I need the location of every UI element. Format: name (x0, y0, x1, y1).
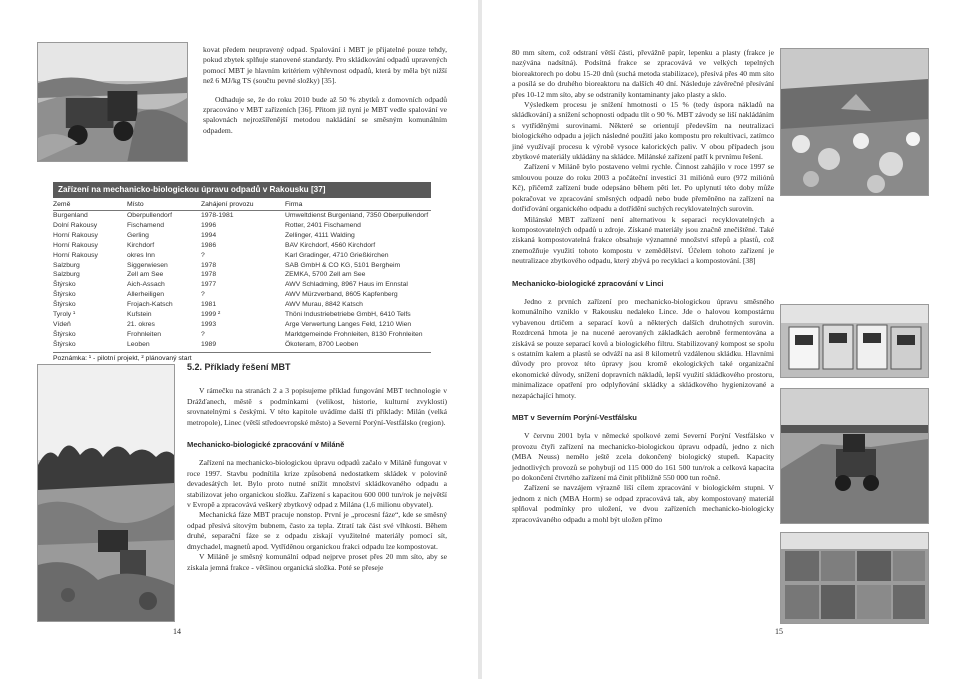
nrw-paragraph-2: Zařízení se navzájem výrazně liší cílem zpracování v biologickém stupni. V jednom z nich (MBA Horm) se odpad zpracovává tak, aby kompostovaný materiál splňoval podmínky pro uložení, ve dvou zařízeních mechanicko-biologicky zpracovávaného odpadu a mohl být uložen přímo (512, 483, 774, 524)
photo-sorting-bins (780, 304, 929, 378)
table-box-title: Zařízení na mechanicko-biologickou úpravu odpadů v Rakousku [37] (53, 182, 431, 198)
table-cell: Oberpullendorf (127, 212, 172, 219)
table-cell: 1996 (201, 221, 217, 229)
table-note: Poznámka: ¹ - pilotní projekt, ² plánovaný start (53, 352, 431, 362)
table-cell: Burgenland (53, 212, 88, 219)
right-paragraph-4: Milánské MBT zařízení není alternativou k separaci recyklovatelných a kompostovatelných odpadů u zdroje. Získané materiály jsou značně znečištěné. Také získaná kompostovatelná frakce obsahuje významné množství střepů a plastů, což znemožňuje využití tohoto kompostu v zemědělství. Účelem tohoto zařízení je neutralizace zbytkového odpadu, který zbývá po recyklaci a kompostování. [38] (512, 214, 774, 266)
table-cell: Allerheiligen (127, 291, 165, 299)
table-cell: Štýrsko (53, 281, 76, 289)
table-cell: ? (201, 291, 205, 299)
table-cell: Siggerwiesen (127, 261, 168, 269)
page-number-right: 15 (775, 627, 783, 636)
table-row (53, 290, 431, 300)
table-cell: Vídeň (53, 320, 71, 328)
table-cell: 1986 (201, 241, 217, 249)
table-cell: AWV Schladming, 8967 Haus im Ennstal (285, 281, 408, 289)
table-cell: Kirchdorf (127, 241, 155, 249)
table-cell: Štýrsko (53, 340, 76, 348)
right-paragraph-1: 80 mm sítem, což odstraní větší části, převážně papír, lepenku a plasty (frakce je nazývána nadsítná). Podsítná frakce se zpracovává ve velkých tepelných bioreaktorech po dobu 15-20 dnů (suchá metoda stabilizace), přesívá přes 40 mm síto a posílá se do druhého bioreaktoru na dalších 40 dní. Následuje závěrečné přesívání přes 10-12 mm síto, aby se odstranily kontaminanty jako plasty a sklo. (512, 48, 774, 99)
table-cell: 1978-1981 (201, 212, 234, 219)
table-cell: Aich-Assach (127, 281, 165, 289)
left-intro-text (203, 45, 447, 136)
column-header: Místo (125, 198, 199, 211)
table-row (53, 251, 431, 261)
nrw-paragraph-1: V červnu 2001 byla v německé spolkové zemi Severní Porýní Vestfálsko v provozu čtyři zařízení na mechanicko-biologickou úpravu odpadů, jedno z nich (MBA Neuss) nemělo ještě zcela dokončený biologický stupeň. Kapacity jednotlivých provozů se pohybují od 115 000 do 161 500 tun/rok a celková kapacita po dokončení čtvrtého zařízení má činit přibližně 550 000 tun ročně. (512, 431, 774, 483)
right-top-text (512, 48, 774, 525)
table-cell: Ökoteram, 8700 Leoben (285, 340, 359, 348)
table-cell: 1994 (201, 231, 217, 239)
table-cell: Frohnleiten (127, 330, 162, 338)
page-number-left: 14 (173, 627, 181, 636)
table-body (53, 211, 431, 350)
table-cell: SAB GmbH & CO KG, 5101 Bergheim (285, 261, 401, 269)
table-cell: Umweltdienst Burgenland, 7350 Oberpullendorf (285, 212, 429, 219)
photo-compost-hall (780, 388, 929, 524)
milan-heading: Mechanicko-biologické zpracování v Miláně (187, 440, 345, 450)
table-cell: Leoben (127, 340, 150, 348)
photo-glass-sorting (780, 48, 929, 196)
left-section-text (187, 362, 447, 573)
table-row (53, 211, 431, 221)
table-cell: Arge Verwertung Langes Feld, 1210 Wien (285, 320, 412, 328)
table-row (53, 270, 431, 280)
table-cell: Horní Rakousy (53, 241, 98, 249)
table-cell: Salzburg (53, 261, 80, 269)
table-cell: 1978 (201, 271, 217, 279)
table-cell: ? (201, 251, 205, 259)
column-header: Firma (283, 198, 431, 211)
table-cell: Dolní Rakousy (53, 221, 98, 229)
table-cell: ZEMKA, 5700 Zell am See (285, 271, 366, 279)
table-row (53, 280, 431, 290)
table-cell: Zellinger, 4111 Walding (285, 231, 355, 239)
nrw-heading: MBT v Severním Porýní-Vestfálsku (512, 413, 637, 422)
right-page (482, 0, 960, 679)
table-cell: AWV Mürzverband, 8605 Kapfenberg (285, 291, 398, 299)
table-row (53, 261, 431, 271)
photo-landfill (37, 364, 175, 622)
intro-paragraph-2: Odhaduje se, že do roku 2010 bude až 50 % zbytků z domovních odpadů zpracováno v MBT zařízeních [36]. Přitom již nyní je MBT vedle spalování ve spalovnách nejrozšířenější metodou nakládání se směsným komunálním odpadem. (203, 94, 447, 135)
linz-heading: Mechanicko-biologické zpracování v Linci (512, 278, 664, 288)
table-row (53, 300, 431, 310)
table-cell: Thöni Industriebetriebe GmbH, 6410 Telfs (285, 311, 411, 319)
intro-paragraph-1: kovat předem neupravený odpad. Spalování i MBT je přijatelné pouze tehdy, pokud zbytek splňuje stanovené standardy. Pro skládkování odpadů upravených pomocí MBT je hlavním kritériem výhřevnost odpadů, která by měla být nižší než 6 MJ/kg TS (součtu pevné složky) [35]. (203, 45, 447, 86)
left-page (0, 0, 478, 679)
table-cell: 21. okres (127, 320, 155, 328)
table-row (53, 340, 431, 350)
table-cell: Rotter, 2401 Fischamend (285, 221, 361, 229)
table-cell: Horní Rakousy (53, 231, 98, 239)
table-cell: 1999 ² (201, 311, 221, 319)
table-row (53, 241, 431, 251)
right-paragraph-3: Zařízení v Miláně bylo postaveno velmi rychle. Činnost zahájilo v roce 1997 se smlouvou pouze do roku 2003 a počáteční investicí 31 miliónů euro (972 miliónů Kč), přičemž zařízení bude odepsáno během pěti let. Po uplynutí této doby může pokračovat ve zpracování směsných odpadů nebo bude přeměněno na zařízení na dotřiďování organického odpadu a dotřídění suchých recyklovatelných surovin. (512, 162, 774, 214)
table-cell: Karl Gradinger, 4710 Grießkirchen (285, 251, 389, 259)
table-cell: 1989 (201, 340, 217, 348)
section-paragraph-1: V rámečku na stranách 2 a 3 popisujeme příklad fungování MBT technologie v Drážďanech, městě s podmínkami (velikost, historie, kulturní zvyklosti) srovnatelnými s českými. V této kapitole uvádíme další tři příklady: Milán (velká metropole), Linec (větší středoevropské město) a Severní Porýní-Vestfálsko (region). (187, 386, 447, 427)
table-cell: Salzburg (53, 271, 80, 279)
mbt-plants-table-box (53, 182, 431, 362)
table-cell: 1981 (201, 301, 217, 309)
table-cell: BAV Kirchdorf, 4560 Kirchdorf (285, 241, 376, 249)
table-cell: Frojach-Katsch (127, 301, 173, 309)
table-cell: 1977 (201, 281, 217, 289)
table-cell: ? (201, 330, 205, 338)
right-paragraph-2: Výsledkem procesu je snížení hmotnosti o 15 % (tedy úspora nákladů na skládkování) a snížení schopnosti odpadu tlít o 90 %. MBT závody se liší nakládáním s vytříděnými surovinami. Některé se orientují především na neutralizaci biologického odpadu a jejich následné použití jako kompostu pro rekultivaci, zatímco jiné využívají procesu k výrobě vysoce kalorických paliv. V obou případech jsou zbytkové materiály ukládány na skládce. Milánské zařízení patří k prvnímu řešení. (512, 100, 774, 162)
table-row (53, 320, 431, 330)
linz-paragraph-1: Jedno z prvních zařízení pro mechanicko-biologickou úpravu směsného komunálního vzniklo v Rakousku nedaleko Lince. Jde o halovou kompostárnu vybavenou drtičem a separací kovů a některých dalších druhotných surovin. Rozdrcená hmota je na nucené aerovaných základkách aerobně fermentována a získává se pouze separací kovů a biologického filtru. Stabilizovaný kompost se spolu s ostatním kalem a plastů se odváží na asi 8 kilometrů vzdálenou skládku. Hlavními důvody pro provoz této úpravy jsou kromě ekologických také organizační ekonomické důvody, snížení dopravních nákladů, lepší využití skládkového prostoru, minimalizace opatření pro odplyňování skládky a skládkového hygienizované a nezapáchající hmoty. (512, 296, 774, 400)
table-cell: Tyroly ¹ (53, 311, 76, 319)
table-cell: Horní Rakousy (53, 251, 98, 259)
table-row (53, 231, 431, 241)
table-cell: Zell am See (127, 271, 164, 279)
table-row (53, 330, 431, 340)
table-cell: 1978 (201, 261, 217, 269)
table-cell: Štýrsko (53, 330, 76, 338)
table-cell: Štýrsko (53, 291, 76, 299)
photo-waste-truck (37, 42, 188, 162)
section-title: 5.2. Příklady řešení MBT (187, 362, 291, 372)
photo-baled-waste (780, 532, 929, 624)
table-cell: Kufstein (127, 311, 152, 319)
milan-paragraph-3: V Miláně je směsný komunální odpad nejprve proset přes 20 mm síto, aby se získala jemná frakce - většinou organická složka. Poté se přeseje (187, 552, 447, 572)
table-row (53, 310, 431, 320)
mbt-plants-table (53, 198, 431, 350)
table-row (53, 221, 431, 231)
table-cell: 1993 (201, 320, 217, 328)
column-header: Země (53, 198, 125, 211)
milan-paragraph-2: Mechanická fáze MBT pracuje nonstop. První je „procesní fáze“, kde se směsný odpad přesívá sítovým bubnem, často za tepla. Ztratí tak část své vlhkosti. Během druhé, separační fáze se z odpadu získají využitelné materiály pomocí sít, dmychadel, magnetů apod. Vytříděnou organickou frakci odpadu lze kompostovat. (187, 510, 447, 551)
table-cell: AWV Murau, 8842 Katsch (285, 301, 363, 309)
table-cell: Gerling (127, 231, 149, 239)
table-cell: Marktgemeinde Frohnleiten, 8130 Frohnleiten (285, 330, 423, 338)
milan-paragraph-1: Zařízení na mechanicko-biologickou úpravu odpadů začalo v Miláně fungovat v roce 1997. Stavbu podnítila krize způsobená nedostatkem skládek v polovině devadesátých let. Bylo proto nutné snížit množství skládkovaného odpadu a stabilizovat jeho organickou složku. Zařízení s kapacitou 600 000 tun/rok je největší v Evropě a zpracovává veškerý zbytkový odpad z Milána (1,6 milionu obyvatel). (187, 458, 447, 510)
table-cell: okres Inn (127, 251, 155, 259)
table-header-row (53, 198, 431, 211)
column-header: Zahájení provozu (199, 198, 283, 211)
table-cell: Fischamend (127, 221, 165, 229)
table-cell: Štýrsko (53, 301, 76, 309)
